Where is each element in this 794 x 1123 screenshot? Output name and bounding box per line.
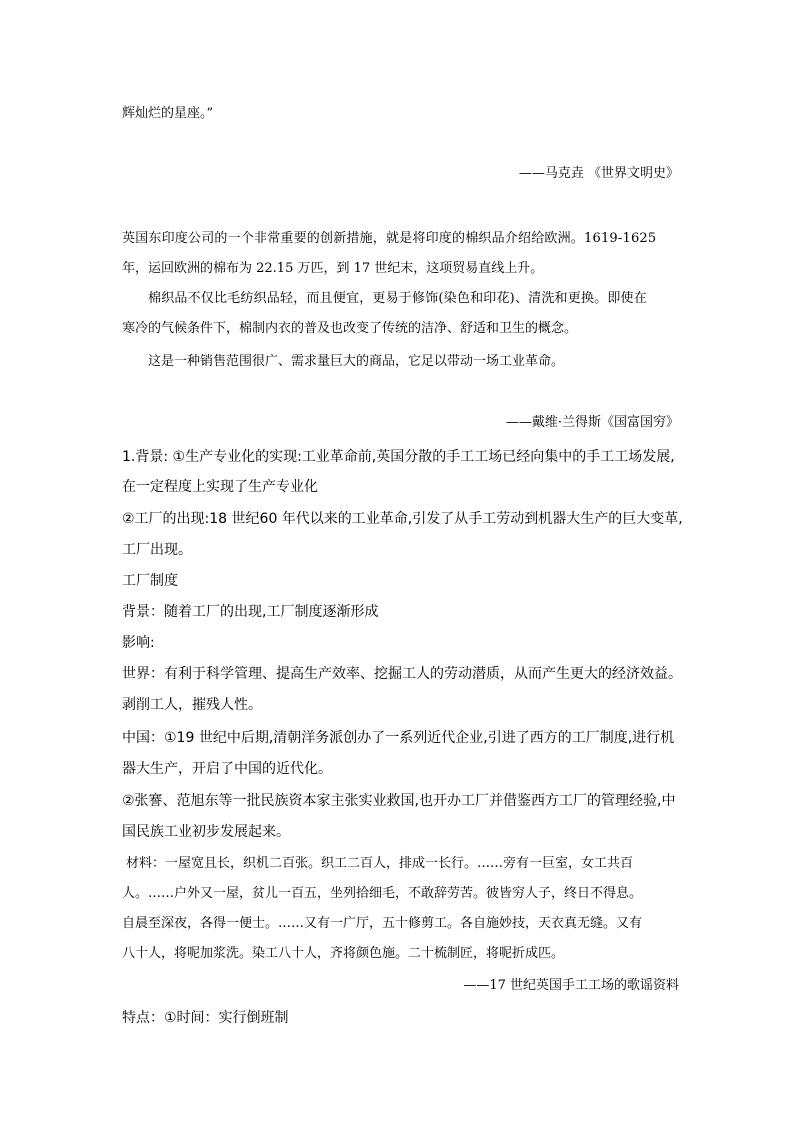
material-source: ——17 世纪英国手工工场的歌谣资料	[463, 978, 679, 993]
passage2-line1: 英国东印度公司的一个非常重要的创新措施，就是将印度的棉织品介绍给欧洲。1619-1625	[122, 231, 657, 246]
china-impact-a: 中国：①19 世纪中后期,清朝洋务派创办了一系列近代企业,引进了西方的工厂制度,进行机	[122, 730, 675, 746]
china-impact-c: ②张謇、范旭东等一批民族资本家主张实业救国,也开办工厂并借鉴西方工厂的管理经验,中	[122, 793, 676, 809]
china-impact-b: 器大生产，开启了中国的近代化。	[122, 761, 332, 777]
material-line2: 人。……户外又一屋，贫儿一百五，坐列拾细毛，不敢辞劳苦。彼皆穷人子，终日不得息。	[122, 886, 643, 901]
passage1-tail: 辉灿烂的星座。”	[122, 106, 214, 121]
passage2-line5: 这是一种销售范围很广、需求量巨大的商品，它足以带动一场工业革命。	[148, 354, 565, 369]
passage2-line4: 寒冷的气候条件下，棉制内衣的普及也改变了传统的洁净、舒适和卫生的概念。	[122, 321, 578, 336]
impact-label: 影响:	[122, 635, 155, 651]
factory-system-heading: 工厂制度	[122, 573, 178, 589]
passage2-source: ——戴维·兰得斯《国富国穷》	[505, 415, 679, 430]
background-2b: 工厂出现。	[122, 542, 192, 558]
material-line3: 自晨至深夜，各得一便士。……又有一广厅，五十修剪工。各自施妙技，天衣真无缝。又有	[122, 916, 643, 931]
world-impact-a: 世界：有利于科学管理、提高生产效率、挖掘工人的劳动潜质，从而产生更大的经济效益。	[122, 666, 682, 682]
background-3: 背景：随着工厂的出现,工厂制度逐渐形成	[122, 604, 379, 620]
background-1a: 1.背景: ①生产专业化的实现:工业革命前,英国分散的手工工场已经向集中的手工工场发展,	[122, 449, 675, 465]
background-1b: 在一定程度上实现了生产专业化	[122, 479, 318, 495]
material-line4: 八十人，将呢加浆洗。染工八十人，齐将颜色施。二十梳制匠，将呢折成匹。	[122, 946, 565, 961]
background-2a: ②工厂的出现:18 世纪60 年代以来的工业革命,引发了从手工劳动到机器大生产的巨大变革,	[122, 511, 683, 527]
passage2-line3: 棉织品不仅比毛纺织品轻，而且便宜，更易于修饰(染色和印花)、清洗和更换。即使在	[148, 291, 647, 306]
material-line1: 材料：一屋宽且长，织机二百张。织工二百人，排成一长行。……旁有一巨室，女工共百	[126, 856, 634, 871]
features-line1: 特点：①时间：实行倒班制	[122, 1010, 289, 1026]
passage2-line2: 年，运回欧洲的棉布为 22.15 万匹，到 17 世纪末，这项贸易直线上升。	[122, 261, 544, 276]
passage1-source: ——马克垚 《世界文明史》	[518, 166, 679, 181]
china-impact-d: 国民族工业初步发展起来。	[122, 824, 290, 840]
world-impact-b: 剥削工人，摧残人性。	[122, 697, 262, 713]
